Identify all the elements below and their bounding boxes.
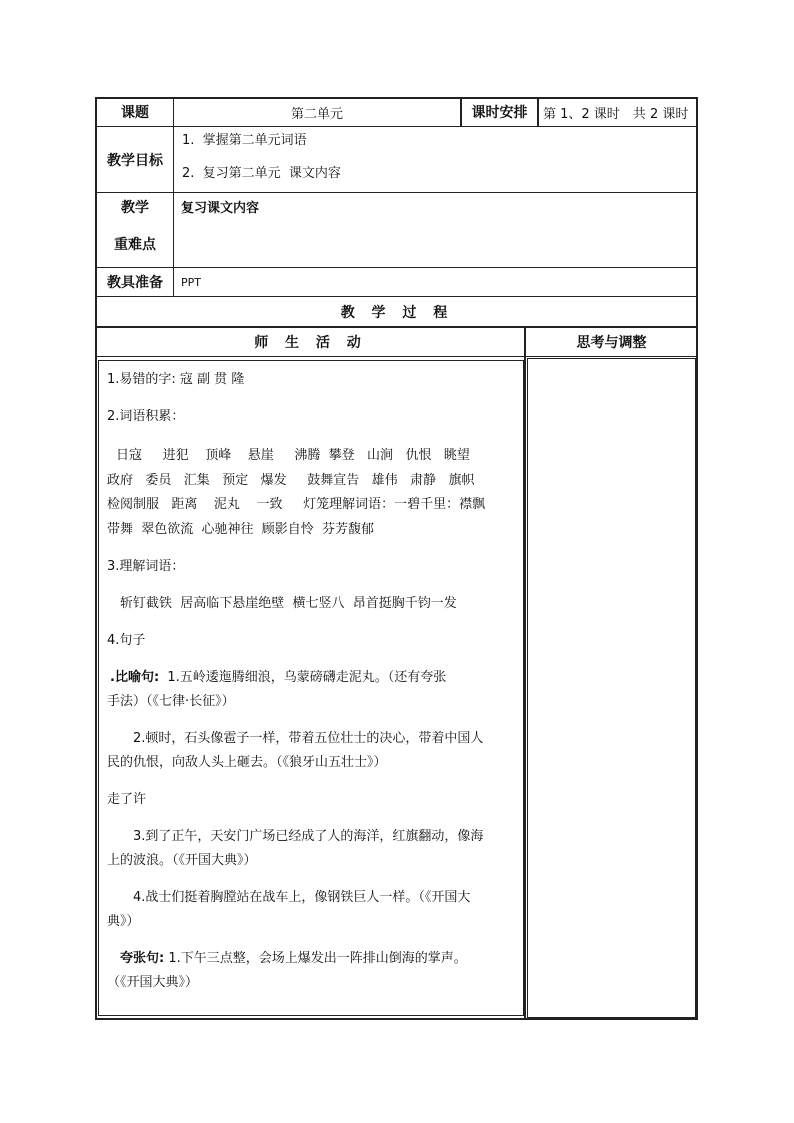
stray-text: 走了许: [107, 792, 147, 807]
topic-label: 课题: [121, 105, 149, 121]
row-divider: [95, 192, 698, 193]
col-divider: [173, 97, 174, 296]
key-points-value: 复习课文内容: [181, 201, 260, 216]
metaphor-sentence-4: [107, 886, 517, 934]
goals-label: 教学目标: [107, 152, 163, 169]
topic-value: 第二单元: [290, 106, 343, 122]
goal-item: 1. 掌握第二单元词语: [182, 133, 307, 148]
sentence-text: 2.顿时，石头像雹子一样，带着五位壮士的决心，带着中国人: [133, 731, 484, 746]
activity-column-header: 师 生 活 动: [254, 335, 367, 351]
metaphor-label: .比喻句:: [110, 670, 160, 685]
hyperbole-sentence-1: [107, 947, 517, 995]
sentence-text: 4.战士们挺着胸膛站在战车上，像钢铁巨人一样。（《开国大: [133, 890, 471, 905]
vocab-line: 带舞 翠色欲流 心驰神往 顾影自怜 芬芳馥郁: [107, 521, 375, 537]
reflection-box: [527, 358, 696, 1018]
sentence-text: 手法）（《七律·长征》）: [107, 694, 235, 709]
col-divider: [524, 326, 526, 1019]
sentence-text: 1.五岭逶迤腾细浪，乌蒙磅礴走泥丸。（还有夸张: [159, 670, 447, 685]
vocab-line: 日寇 进犯 顶峰 悬崖 沸腾 攀登 山涧 仇恨 眺望: [116, 448, 470, 463]
sentence-heading: 4.句子: [107, 633, 146, 648]
hyperbole-label: 夸张句:: [120, 951, 165, 966]
reflection-column-header: 思考与调整: [576, 335, 647, 351]
metaphor-sentence-1: [107, 666, 517, 714]
activity-content: [107, 366, 517, 995]
row-divider: [95, 356, 698, 357]
goal-item: 2. 复习第二单元 课文内容: [182, 166, 341, 181]
understand-words: 斩钉截铁 居高临下悬崖绝壁 横七竖八 昂首挺胸千钧一发: [120, 596, 457, 611]
col-divider: [537, 97, 539, 127]
key-points-label-line1: 教学: [121, 200, 149, 216]
key-points-label-line2: 重难点: [114, 237, 156, 253]
vocab-line: 政府 委员 汇集 预定 爆发 鼓舞宣告 雄伟 肃静 旗帜: [107, 472, 475, 488]
metaphor-sentence-2: [107, 727, 517, 775]
sentence-text: 民的仇恨，向敌人头上砸去。（《狼牙山五壮士》）: [107, 755, 387, 770]
understand-heading: 3.理解词语：: [107, 559, 185, 574]
vocab-line: 检阅制服 距离 泥丸 一致 灯笼理解词语：一碧千里：襟飘: [107, 497, 486, 512]
sentence-text: 3.到了正午，天安门广场已经成了人的海洋，红旗翻动，像海: [133, 829, 484, 844]
sentence-text: （《开国大典》）: [107, 975, 199, 990]
row-divider: [95, 126, 698, 127]
sentence-text: 1.下午三点整，会场上爆发出一阵排山倒海的掌声。: [164, 951, 467, 966]
sentence-text: 典》）: [107, 914, 140, 929]
schedule-label: 课时安排: [471, 105, 528, 121]
vocab-list: [107, 444, 517, 542]
tools-value: PPT: [181, 275, 201, 289]
schedule-value: 第 1、2 课时 共 2 课时: [543, 106, 689, 122]
process-title: 教 学 过 程: [340, 304, 454, 321]
vocab-heading: 2.词语积累：: [107, 409, 185, 424]
metaphor-sentence-3: [107, 825, 517, 873]
sentence-text: 上的波浪。（《开国大典》）: [107, 853, 257, 868]
error-prone-chars: 1.易错的字: 寇 副 贯 隆: [107, 372, 245, 387]
tools-label: 教具准备: [107, 275, 163, 291]
